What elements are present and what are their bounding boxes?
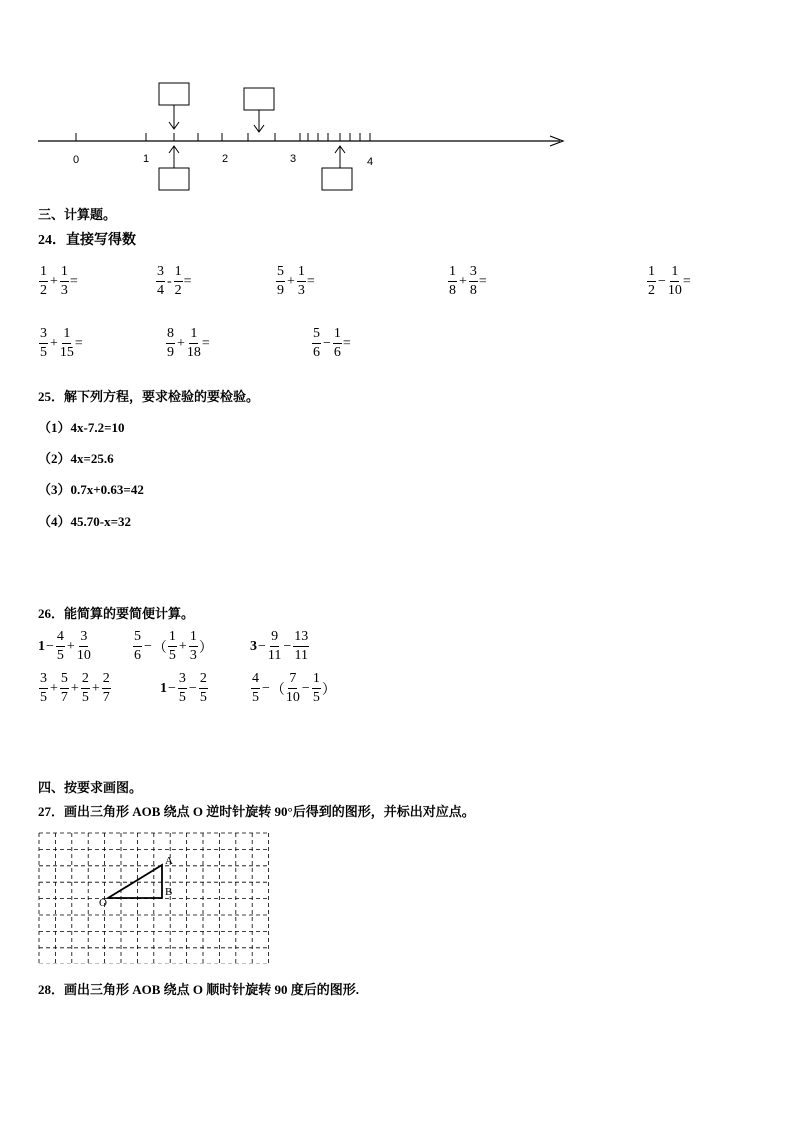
number-line-label-3: 3 [289, 153, 297, 165]
q26-expression-4: $\frac{3}{5}$ + $\frac{5}{7}$ + $\frac{2}{5}$ + $\frac{2}{7}$ [40, 671, 110, 705]
q25-equation-3: （3）0.7x+0.63=42 [38, 482, 144, 497]
number-line-label-4: 4 [366, 156, 374, 168]
question-28-title: 28．画出三角形 AOB 绕点 O 顺时针旋转 90 度后的图形. [38, 982, 360, 997]
fraction: $\frac{1}{2}$ [40, 264, 47, 298]
answer-box-top-2[interactable] [244, 88, 274, 110]
number-line-figure [30, 80, 590, 195]
number-line-label-2: 2 [221, 153, 229, 165]
q25-equation-1: （1）4x-7.2=10 [38, 420, 125, 435]
q24-expression-4: $\frac{1}{8}$ + $\frac{3}{8}$ = [449, 264, 487, 298]
rotation-grid [38, 832, 270, 964]
section-3-heading: 三、计算题。 [38, 207, 117, 222]
point-o-label: O [99, 897, 107, 909]
q25-equation-4: （4）45.70-x=32 [38, 514, 131, 529]
q26-expression-5: 1 − $\frac{3}{5}$ − $\frac{2}{5}$ [160, 671, 207, 705]
q24-expression-3: $\frac{5}{9}$ + $\frac{1}{3}$ = [277, 264, 315, 298]
q24-expression-8: $\frac{5}{6}$ − $\frac{1}{6}$ = [313, 326, 351, 360]
point-b-label: B [165, 886, 173, 898]
q24-expression-7: $\frac{8}{9}$ + $\frac{1}{18}$ = [167, 326, 210, 360]
q24-expression-5: $\frac{1}{2}$ − $\frac{1}{10}$ = [648, 264, 691, 298]
fraction: $\frac{1}{3}$ [60, 264, 68, 298]
answer-box-top-1[interactable] [159, 83, 189, 105]
answer-box-bottom-2[interactable] [322, 168, 352, 190]
section-4-heading: 四、按要求画图。 [38, 780, 143, 795]
q24-expression-1: $\frac{1}{2}$ + $\frac{1}{3}$ = [40, 264, 78, 298]
q26-expression-6: $\frac{4}{5}$ − （ $\frac{7}{10}$ − $\frac{1}{5}$ ） [252, 671, 336, 705]
number-line-label-0: 0 [72, 154, 80, 166]
question-26-title: 26．能简算的要简便计算。 [38, 606, 195, 621]
question-25-title: 25．解下列方程，要求检验的要检验。 [38, 389, 260, 404]
q26-expression-3: 3 − $\frac{9}{11}$ − $\frac{13}{11}$ [250, 629, 309, 663]
question-27-title: 27．画出三角形 AOB 绕点 O 逆时针旋转 90°后得到的图形，并标出对应点。 [38, 804, 475, 819]
q24-expression-6: $\frac{3}{5}$ + $\frac{1}{15}$ = [40, 326, 83, 360]
question-24-title: 24．直接写得数 [38, 233, 136, 248]
answer-box-bottom-1[interactable] [159, 168, 189, 190]
triangle-aob [108, 865, 162, 898]
q24-expression-2: $\frac{3}{4}$ - $\frac{1}{2}$ = [157, 264, 192, 298]
number-line-label-1: 1 [142, 153, 150, 165]
q26-expression-1: 1 − $\frac{4}{5}$ + $\frac{3}{10}$ [38, 629, 91, 663]
point-a-label: A [165, 855, 173, 867]
number-line-ticks [76, 133, 370, 141]
q26-expression-2: $\frac{5}{6}$ − （ $\frac{1}{5}$ + $\frac{1}{3}$ ） [134, 629, 213, 663]
q25-equation-2: （2）4x=25.6 [38, 451, 114, 466]
